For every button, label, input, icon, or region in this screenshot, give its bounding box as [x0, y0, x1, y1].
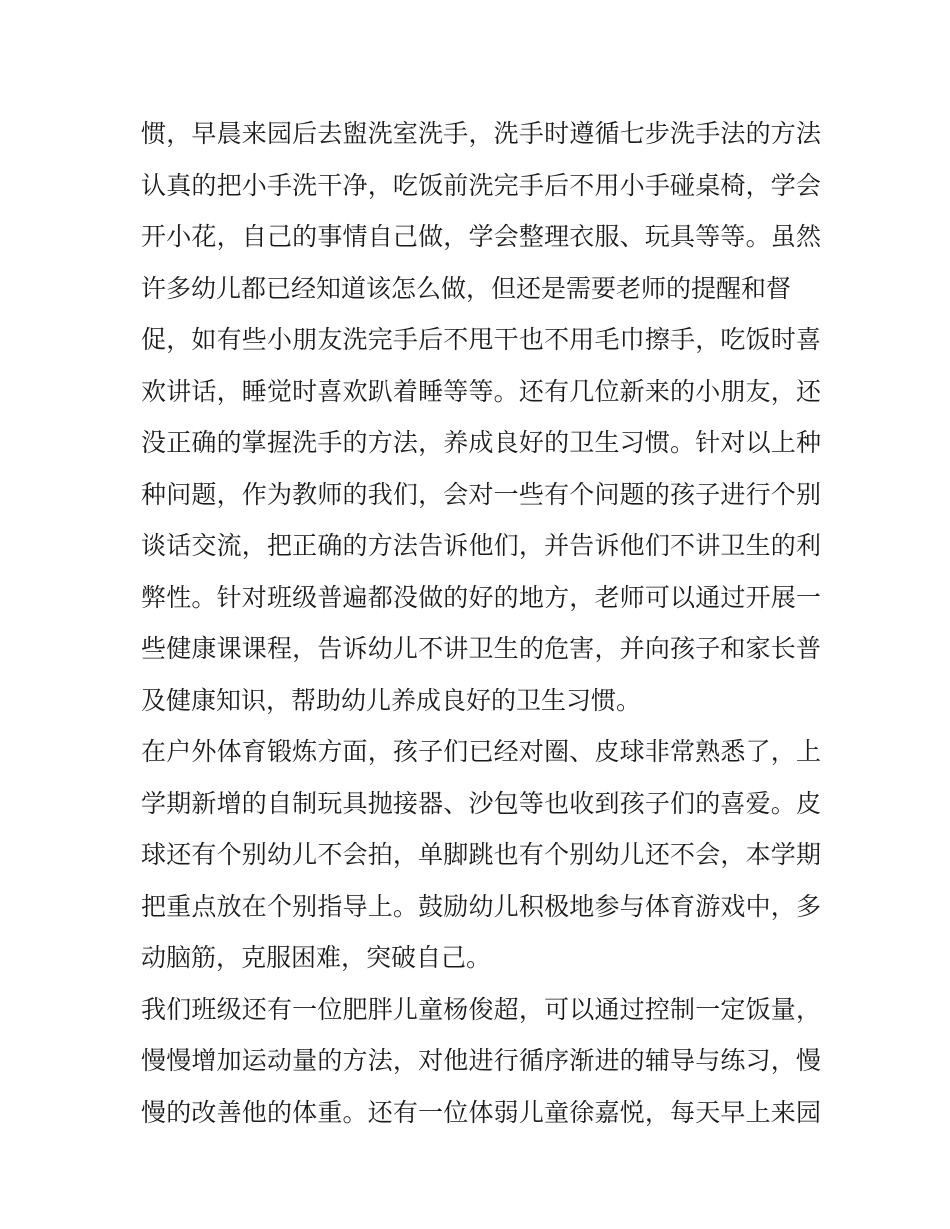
text-line: 把重点放在个别指导上。鼓励幼儿积极地参与体育游戏中，多 — [141, 891, 821, 921]
text-line: 种问题，作为教师的我们，会对一些有个问题的孩子进行个别 — [141, 479, 821, 509]
text-line: 许多幼儿都已经知道该怎么做，但还是需要老师的提醒和督 — [141, 273, 792, 303]
body-text — [141, 108, 821, 1138]
text-line: 慢慢增加运动量的方法，对他进行循序渐进的辅导与练习，慢 — [141, 1046, 821, 1075]
text-line: 些健康课课程，告诉幼儿不讲卫生的危害，并向孩子和家长普 — [141, 634, 821, 663]
text-line: 没正确的掌握洗手的方法，养成良好的卫生习惯。针对以上种 — [141, 428, 821, 457]
text-line: 动脑筋，克服困难，突破自己。 — [141, 943, 492, 972]
text-line: 谈话交流，把正确的方法告诉他们，并告诉他们不讲卫生的利 — [141, 531, 821, 560]
text-line: 开小花，自己的事情自己做，学会整理衣服、玩具等等。虽然 — [141, 222, 821, 251]
text-line: 球还有个别幼儿不会拍，单脚跳也有个别幼儿还不会，本学期 — [141, 840, 821, 869]
text-line: 认真的把小手洗干净，吃饭前洗完手后不用小手碰桌椅，学会 — [141, 170, 821, 200]
text-line: 慢的改善他的体重。还有一位体弱儿童徐嘉悦，每天早上来园 — [141, 1097, 821, 1127]
text-line: 促，如有些小朋友洗完手后不甩干也不用毛巾擦手，吃饭时喜 — [141, 325, 821, 354]
text-line: 学期新增的自制玩具抛接器、沙包等也收到孩子们的喜爱。皮 — [141, 788, 821, 818]
text-line: 惯，早晨来园后去盥洗室洗手，洗手时遵循七步洗手法的方法 — [141, 119, 821, 148]
text-line: 弊性。针对班级普遍都没做的好的地方，老师可以通过开展一 — [141, 582, 821, 612]
text-line: 我们班级还有一位肥胖儿童杨俊超，可以通过控制一定饭量， — [141, 994, 821, 1024]
text-line: 在户外体育锻炼方面，孩子们已经对圈、皮球非常熟悉了，上 — [141, 737, 821, 766]
text-line: 及健康知识，帮助幼儿养成良好的卫生习惯。 — [141, 685, 642, 715]
text-line: 欢讲话，睡觉时喜欢趴着睡等等。还有几位新来的小朋友，还 — [141, 376, 821, 406]
